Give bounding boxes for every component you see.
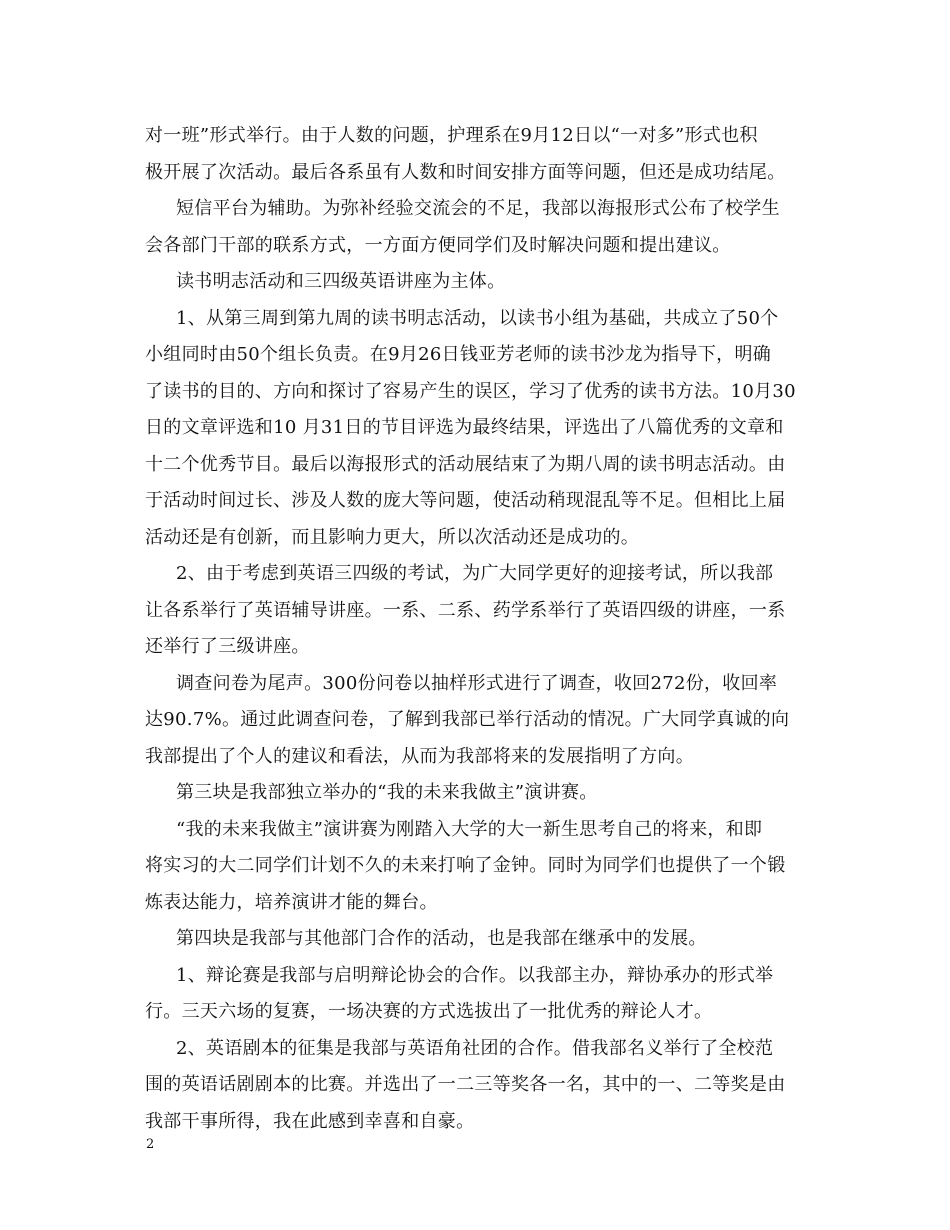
paragraph-start-line: 2、英语剧本的征集是我部与英语角社团的合作。借我部名义举行了全校范 bbox=[176, 1037, 774, 1059]
text-line: 十二个优秀节目。最后以海报形式的活动展结束了为期八周的读书明志活动。由 bbox=[145, 453, 786, 475]
paragraph-start-line: 调查问卷为尾声。300份问卷以抽样形式进行了调查，收回272份，收回率 bbox=[176, 672, 778, 694]
text-line: 日的文章评选和10 月31日的节目评选为最终结果，评选出了八篇优秀的文章和 bbox=[145, 417, 784, 438]
paragraph-start-line: 第三块是我部独立举办的“我的未来我做主”演讲赛。 bbox=[176, 782, 598, 803]
page-number: 2 bbox=[146, 1137, 155, 1152]
text-line: 对一班”形式举行。由于人数的问题，护理系在9月12日以“一对多”形式也积 bbox=[145, 125, 758, 146]
text-line: 炼表达能力，培养演讲才能的舞台。 bbox=[145, 891, 438, 913]
paragraph-start-line: 读书明志活动和三四级英语讲座为主体。 bbox=[176, 271, 506, 292]
text-line: 小组同时由50个组长负责。在9月26日钱亚芳老师的读书沙龙为指导下，明确 bbox=[145, 344, 772, 365]
text-line: 我部提出了个人的建议和看法，从而为我部将来的发展指明了方向。 bbox=[145, 745, 694, 767]
paragraph-start-line: 1、辩论赛是我部与启明辩论协会的合作。以我部主办，辩协承办的形式举 bbox=[176, 964, 774, 986]
text-line: 将实习的大二同学们计划不久的未来打响了金钟。同时为同学们也提供了一个锻 bbox=[145, 855, 786, 876]
text-line: 让各系举行了英语辅导讲座。一系、二系、药学系举行了英语四级的讲座，一系 bbox=[145, 599, 786, 621]
paragraph-start-line: 1、从第三周到第九周的读书明志活动，以读书小组为基础，共成立了50个 bbox=[176, 307, 779, 329]
text-line: 围的英语话剧剧本的比赛。并选出了一二三等奖各一名，其中的一、二等奖是由 bbox=[145, 1074, 786, 1095]
text-line: 活动还是有创新，而且影响力更大，所以次活动还是成功的。 bbox=[145, 526, 640, 548]
paragraph-start-line: 短信平台为辅助。为弥补经验交流会的不足，我部以海报形式公布了校学生 bbox=[176, 198, 780, 219]
text-line: 行。三天六场的复赛，一场决赛的方式选拔出了一批优秀的辩论人才。 bbox=[145, 1001, 713, 1022]
text-line: 我部干事所得，我在此感到幸喜和自豪。 bbox=[145, 1110, 475, 1132]
document-body bbox=[145, 118, 810, 1140]
text-line: 了读书的目的、方向和探讨了容易产生的误区，学习了优秀的读书方法。10月30 bbox=[145, 380, 796, 402]
text-line: 还举行了三级讲座。 bbox=[145, 636, 310, 657]
paragraph-start-line: “我的未来我做主”演讲赛为刚踏入大学的大一新生思考自己的将来，和即 bbox=[176, 818, 763, 840]
text-line: 极开展了次活动。最后各系虽有人数和时间安排方面等问题，但还是成功结尾。 bbox=[145, 161, 786, 183]
text-line: 达90.7%。通过此调查问卷，了解到我部已举行活动的情况。广大同学真诚的向 bbox=[145, 709, 790, 730]
paragraph-start-line: 第四块是我部与其他部门合作的活动，也是我部在继承中的发展。 bbox=[176, 928, 707, 949]
text-line: 会各部门干部的联系方式，一方面方便同学们及时解决问题和提出建议。 bbox=[145, 234, 731, 256]
paragraph-start-line: 2、由于考虑到英语三四级的考试，为广大同学更好的迎接考试，所以我部 bbox=[176, 563, 774, 584]
text-line: 于活动时间过长、涉及人数的庞大等问题，使活动稍现混乱等不足。但相比上届 bbox=[145, 490, 786, 511]
